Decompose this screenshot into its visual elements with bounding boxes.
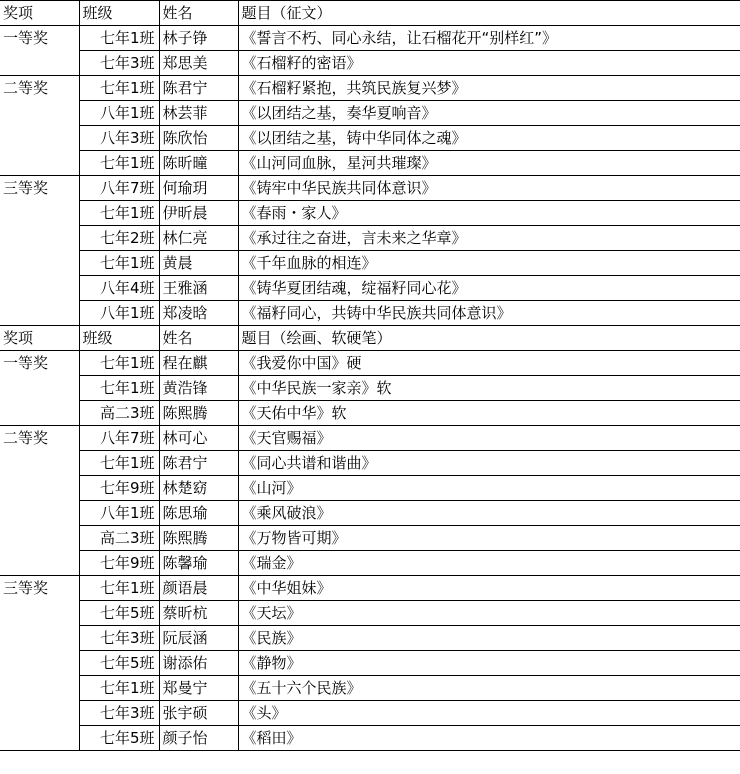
table-row: [0, 401, 740, 426]
header-class[interactable]: 班级: [79, 326, 159, 351]
award-cell[interactable]: [0, 726, 79, 751]
name-cell[interactable]: 林子铮: [159, 26, 238, 51]
class-cell[interactable]: 七年1班: [79, 251, 159, 276]
title-cell[interactable]: 《同心共谱和谐曲》: [238, 451, 740, 476]
table-row: [0, 176, 740, 201]
table-row: [0, 101, 740, 126]
class-cell[interactable]: 八年1班: [79, 301, 159, 326]
award-cell[interactable]: [0, 376, 79, 401]
title-cell[interactable]: 《山河同血脉，星河共璀璨》: [238, 151, 740, 176]
class-cell[interactable]: 八年7班: [79, 426, 159, 451]
table-row: [0, 551, 740, 576]
award-cell[interactable]: [0, 601, 79, 626]
table-row: [0, 576, 740, 601]
award-table-body: [0, 1, 740, 751]
class-cell[interactable]: 八年4班: [79, 276, 159, 301]
header-class[interactable]: 班级: [79, 1, 159, 26]
name-cell[interactable]: 谢添佑: [159, 651, 238, 676]
class-cell[interactable]: 七年1班: [79, 676, 159, 701]
name-cell[interactable]: 颜语晨: [159, 576, 238, 601]
class-cell[interactable]: 七年5班: [79, 726, 159, 751]
award-cell[interactable]: [0, 701, 79, 726]
table-row: [0, 126, 740, 151]
name-cell[interactable]: 陈馨瑜: [159, 551, 238, 576]
title-cell[interactable]: 《天佑中华》软: [238, 401, 740, 426]
table-row: [0, 351, 740, 376]
header-name[interactable]: 姓名: [159, 326, 238, 351]
name-cell[interactable]: 陈思瑜: [159, 501, 238, 526]
name-cell[interactable]: 陈欣怡: [159, 126, 238, 151]
name-cell[interactable]: 郑曼宁: [159, 676, 238, 701]
table-row: [0, 651, 740, 676]
class-cell[interactable]: 七年5班: [79, 601, 159, 626]
class-cell[interactable]: 七年1班: [79, 76, 159, 101]
name-cell[interactable]: 林可心: [159, 426, 238, 451]
class-cell[interactable]: 高二3班: [79, 526, 159, 551]
award-cell[interactable]: [0, 226, 79, 251]
title-cell[interactable]: 《中华民族一家亲》软: [238, 376, 740, 401]
name-cell[interactable]: 张宇硕: [159, 701, 238, 726]
table-row: [0, 426, 740, 451]
table-row: [0, 201, 740, 226]
award-cell[interactable]: [0, 626, 79, 651]
award-cell[interactable]: [0, 51, 79, 76]
table-row: [0, 601, 740, 626]
award-cell[interactable]: [0, 251, 79, 276]
class-cell[interactable]: 八年1班: [79, 101, 159, 126]
award-cell[interactable]: 三等奖: [0, 176, 79, 201]
name-cell[interactable]: 陈熙腾: [159, 526, 238, 551]
name-cell[interactable]: 陈君宁: [159, 76, 238, 101]
header-award[interactable]: 奖项: [0, 326, 79, 351]
name-cell[interactable]: 黄浩锋: [159, 376, 238, 401]
award-cell[interactable]: [0, 476, 79, 501]
table-row: [0, 526, 740, 551]
class-cell[interactable]: 七年1班: [79, 26, 159, 51]
title-cell[interactable]: 《静物》: [238, 651, 740, 676]
award-cell[interactable]: 三等奖: [0, 576, 79, 601]
title-cell[interactable]: 《以团结之基，铸中华同体之魂》: [238, 126, 740, 151]
table-row: [0, 701, 740, 726]
table-row: [0, 76, 740, 101]
header-row: [0, 326, 740, 351]
title-cell[interactable]: 《乘风破浪》: [238, 501, 740, 526]
award-cell[interactable]: 一等奖: [0, 351, 79, 376]
name-cell[interactable]: 阮辰涵: [159, 626, 238, 651]
award-cell[interactable]: [0, 101, 79, 126]
table-row: [0, 51, 740, 76]
award-cell[interactable]: [0, 526, 79, 551]
table-row: [0, 26, 740, 51]
header-title[interactable]: 题目（绘画、软硬笔）: [238, 326, 740, 351]
table-row: [0, 676, 740, 701]
award-cell[interactable]: [0, 151, 79, 176]
title-cell[interactable]: 《石榴籽的密语》: [238, 51, 740, 76]
name-cell[interactable]: 林芸菲: [159, 101, 238, 126]
header-name[interactable]: 姓名: [159, 1, 238, 26]
class-cell[interactable]: 七年1班: [79, 451, 159, 476]
class-cell[interactable]: 七年3班: [79, 626, 159, 651]
title-cell[interactable]: 《铸华夏团结魂，绽福籽同心花》: [238, 276, 740, 301]
table-row: [0, 451, 740, 476]
title-cell[interactable]: 《福籽同心，共铸中华民族共同体意识》: [238, 301, 740, 326]
name-cell[interactable]: 林仁亮: [159, 226, 238, 251]
title-cell[interactable]: 《万物皆可期》: [238, 526, 740, 551]
table-row: [0, 301, 740, 326]
title-cell[interactable]: 《誓言不朽、同心永结，让石榴花开“别样红”》: [238, 26, 740, 51]
award-cell[interactable]: [0, 501, 79, 526]
class-cell[interactable]: 高二3班: [79, 401, 159, 426]
name-cell[interactable]: 陈昕曈: [159, 151, 238, 176]
class-cell[interactable]: 七年3班: [79, 51, 159, 76]
table-row: [0, 376, 740, 401]
award-cell[interactable]: [0, 676, 79, 701]
name-cell[interactable]: 陈君宁: [159, 451, 238, 476]
table-row: [0, 226, 740, 251]
name-cell[interactable]: 郑凌晗: [159, 301, 238, 326]
title-cell[interactable]: 《中华姐妹》: [238, 576, 740, 601]
title-cell[interactable]: 《山河》: [238, 476, 740, 501]
class-cell[interactable]: 八年7班: [79, 176, 159, 201]
title-cell[interactable]: 《铸牢中华民族共同体意识》: [238, 176, 740, 201]
class-cell[interactable]: 七年1班: [79, 376, 159, 401]
name-cell[interactable]: 黄晨: [159, 251, 238, 276]
title-cell[interactable]: 《千年血脉的相连》: [238, 251, 740, 276]
header-award[interactable]: 奖项: [0, 1, 79, 26]
title-cell[interactable]: 《春雨・家人》: [238, 201, 740, 226]
table-row: [0, 151, 740, 176]
table-row: [0, 501, 740, 526]
name-cell[interactable]: 颜子怡: [159, 726, 238, 751]
award-cell[interactable]: [0, 276, 79, 301]
title-cell[interactable]: 《民族》: [238, 626, 740, 651]
class-cell[interactable]: 七年2班: [79, 226, 159, 251]
name-cell[interactable]: 何瑜玥: [159, 176, 238, 201]
class-cell[interactable]: 七年1班: [79, 201, 159, 226]
class-cell[interactable]: 八年1班: [79, 501, 159, 526]
table-row: [0, 476, 740, 501]
title-cell[interactable]: 《天坛》: [238, 601, 740, 626]
class-cell[interactable]: 七年9班: [79, 476, 159, 501]
title-cell[interactable]: 《五十六个民族》: [238, 676, 740, 701]
header-title[interactable]: 题目（征文）: [238, 1, 740, 26]
award-cell[interactable]: [0, 401, 79, 426]
award-cell[interactable]: 二等奖: [0, 76, 79, 101]
title-cell[interactable]: 《稻田》: [238, 726, 740, 751]
name-cell[interactable]: 伊昕晨: [159, 201, 238, 226]
table-row: [0, 276, 740, 301]
award-cell[interactable]: 二等奖: [0, 426, 79, 451]
title-cell[interactable]: 《以团结之基，奏华夏响音》: [238, 101, 740, 126]
header-row: [0, 1, 740, 26]
award-cell[interactable]: [0, 551, 79, 576]
title-cell[interactable]: 《头》: [238, 701, 740, 726]
class-cell[interactable]: 七年1班: [79, 151, 159, 176]
award-cell[interactable]: [0, 651, 79, 676]
title-cell[interactable]: 《天官赐福》: [238, 426, 740, 451]
title-cell[interactable]: 《我爱你中国》硬: [238, 351, 740, 376]
name-cell[interactable]: 程在麒: [159, 351, 238, 376]
award-cell[interactable]: [0, 301, 79, 326]
class-cell[interactable]: 八年3班: [79, 126, 159, 151]
name-cell[interactable]: 蔡昕杭: [159, 601, 238, 626]
class-cell[interactable]: 七年9班: [79, 551, 159, 576]
table-row: [0, 726, 740, 751]
class-cell[interactable]: 七年1班: [79, 576, 159, 601]
class-cell[interactable]: 七年1班: [79, 351, 159, 376]
class-cell[interactable]: 七年5班: [79, 651, 159, 676]
name-cell[interactable]: 郑思美: [159, 51, 238, 76]
name-cell[interactable]: 王雅涵: [159, 276, 238, 301]
name-cell[interactable]: 林楚窈: [159, 476, 238, 501]
award-cell[interactable]: 一等奖: [0, 26, 79, 51]
class-cell[interactable]: 七年3班: [79, 701, 159, 726]
table-row: [0, 251, 740, 276]
table-row: [0, 626, 740, 651]
award-cell[interactable]: [0, 126, 79, 151]
title-cell[interactable]: 《瑞金》: [238, 551, 740, 576]
title-cell[interactable]: 《承过往之奋进，言未来之华章》: [238, 226, 740, 251]
award-cell[interactable]: [0, 201, 79, 226]
title-cell[interactable]: 《石榴籽紧抱，共筑民族复兴梦》: [238, 76, 740, 101]
name-cell[interactable]: 陈熙腾: [159, 401, 238, 426]
award-cell[interactable]: [0, 451, 79, 476]
